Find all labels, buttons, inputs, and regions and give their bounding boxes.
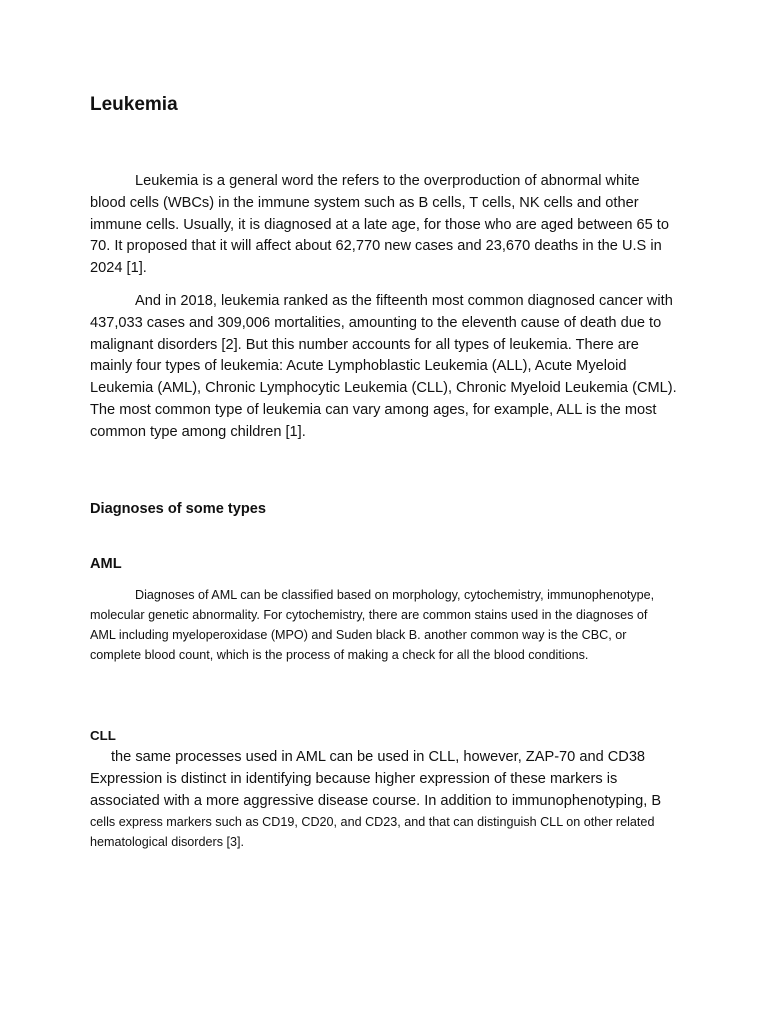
diagnoses-heading: Diagnoses of some types: [90, 501, 266, 517]
cll-small-text: cells express markers such as CD19, CD20, and CD23, and that can distinguish CLL on other related hematological disorders [3].: [90, 815, 655, 849]
aml-paragraph: Diagnoses of AML can be classified based on morphology, cytochemistry, immunophenotype, molecular genetic abnormality. For cytochemistry, there are common stains used in the diagnoses of AML including myeloperoxidase (MPO) and Suden black B. another common way is the CBC, or complete blood count, which is the process of making a check for all the blood conditions.: [90, 588, 655, 663]
intro-paragraph-2: And in 2018, leukemia ranked as the fifteenth most common diagnosed cancer with 437,033 cases and 309,006 mortalities, amounting to the eleventh cause of death due to malignant disorders [2]. But this number accounts for all types of leukemia. There are mainly four types of leukemia: Acute Lymphoblastic Leukemia (ALL), Acute Myeloid Leukemia (AML), Chronic Lymphocytic Leukemia (CLL), Chronic Myeloid Leukemia (CML). The most common type of leukemia can vary among ages, for example, ALL is the most common type among children [1].: [90, 293, 677, 440]
cll-paragraph: [90, 746, 678, 852]
aml-heading: AML: [90, 556, 122, 572]
page-title: Leukemia: [90, 94, 178, 115]
cll-heading: CLL: [90, 728, 116, 743]
cll-line-2: Expression is distinct in identifying because higher expression of these markers is: [90, 771, 618, 787]
cll-line-3: associated with a more aggressive disease course. In addition to immunophenotyping, B: [90, 793, 662, 809]
cll-line-1: the same processes used in AML can be used in CLL, however, ZAP-70 and CD38: [111, 749, 646, 765]
intro-paragraph-1: Leukemia is a general word the refers to the overproduction of abnormal white blood cells (WBCs) in the immune system such as B cells, T cells, NK cells and other immune cells. Usually, it is diagnosed at a late age, for those who are aged between 65 to 70. It proposed that it will affect about 62,770 new cases and 23,670 deaths in the U.S in 2024 [1].: [90, 173, 669, 277]
